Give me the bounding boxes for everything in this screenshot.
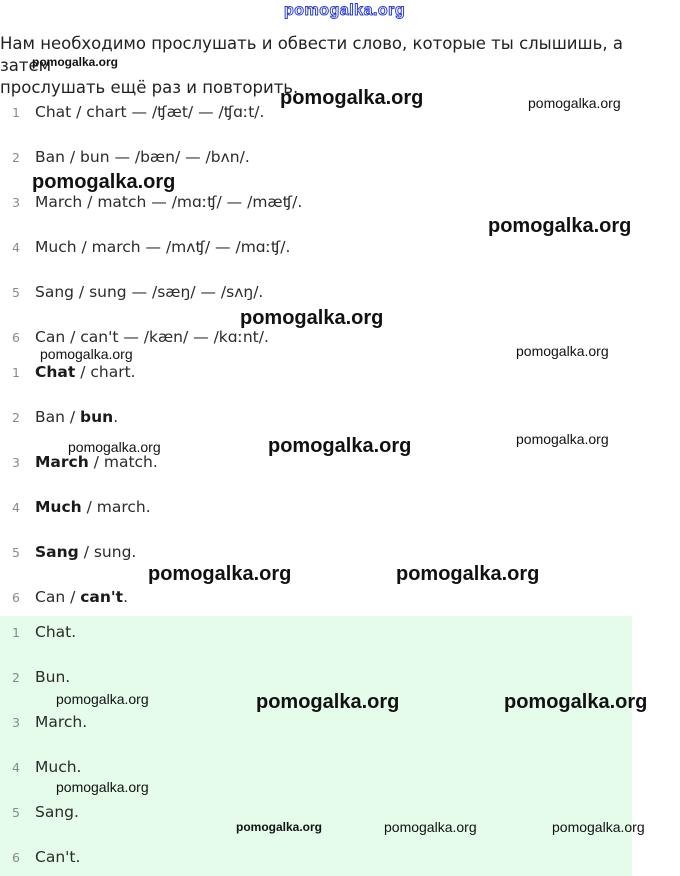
- watermark: pomogalka.org: [488, 215, 632, 237]
- list-item: [0, 668, 70, 690]
- item-post: / match.: [88, 453, 158, 471]
- watermark: pomogalka.org: [528, 95, 621, 111]
- item-number: 3: [12, 455, 20, 470]
- item-answer: can't: [80, 588, 124, 606]
- item-post: / chart.: [75, 363, 136, 381]
- watermark: pomogalka.org: [504, 691, 648, 713]
- item-number: 5: [12, 285, 20, 300]
- item-text: Much.: [35, 758, 82, 776]
- list-item: [0, 408, 118, 430]
- list-item: [0, 588, 128, 610]
- item-number: 3: [12, 195, 20, 210]
- list-item: [0, 193, 302, 215]
- list-item: [0, 148, 250, 170]
- item-text: Sang / sung — /sæŋ/ — /sʌŋ/.: [35, 283, 264, 301]
- item-number: 5: [12, 805, 20, 820]
- item-number: 2: [12, 670, 20, 685]
- item-answer: Sang: [35, 543, 79, 561]
- item-number: 1: [12, 625, 20, 640]
- item-answer: Chat: [35, 363, 76, 381]
- item-post: .: [123, 588, 129, 606]
- item-text: Chat / chart — /ʧæt/ — /ʧɑːt/.: [35, 103, 265, 121]
- watermark: pomogalka.org: [516, 343, 609, 359]
- watermark: pomogalka.org: [384, 819, 477, 835]
- item-answer: March: [35, 453, 89, 471]
- item-text: March.: [35, 713, 88, 731]
- list-item: [0, 713, 87, 735]
- list-item: [0, 103, 264, 125]
- item-text: Bun.: [35, 668, 71, 686]
- item-text: Can / can't — /kæn/ — /kɑːnt/.: [35, 328, 269, 346]
- item-number: 2: [12, 410, 20, 425]
- instructions-line-2: прослушать ещё раз и повторить.: [0, 78, 299, 97]
- item-number: 6: [12, 850, 20, 865]
- list-item: [0, 623, 76, 645]
- item-text: Ban / bun — /bæn/ — /bʌn/.: [35, 148, 250, 166]
- list-item: [0, 848, 80, 870]
- watermark: pomogalka.org: [40, 346, 133, 362]
- list-item: [0, 453, 158, 475]
- item-text: Chat.: [35, 623, 77, 641]
- watermark: pomogalka.org: [32, 171, 176, 193]
- item-number: 3: [12, 715, 20, 730]
- item-text: Sang.: [35, 803, 79, 821]
- item-pre: Ban /: [35, 408, 81, 426]
- item-number: 5: [12, 545, 20, 560]
- item-post: / march.: [81, 498, 151, 516]
- watermark: pomogalka.org: [280, 87, 424, 109]
- watermark: pomogalka.org: [552, 819, 645, 835]
- item-number: 4: [12, 240, 20, 255]
- watermark: pomogalka.org: [56, 779, 149, 795]
- watermark: pomogalka.org: [516, 431, 609, 447]
- item-pre: Can /: [35, 588, 81, 606]
- watermark: pomogalka.org: [256, 691, 400, 713]
- item-text: Much / march — /mʌʧ/ — /mɑːʧ/.: [35, 238, 291, 256]
- item-number: 4: [12, 760, 20, 775]
- list-item: [0, 803, 79, 825]
- item-number: 1: [12, 105, 20, 120]
- list-item: [0, 363, 136, 385]
- instructions-line-1: Нам необходимо прослушать и обвести слово, которые ты слышишь, а затем: [0, 34, 623, 75]
- answer-box: [0, 616, 632, 876]
- watermark: pomogalka.org: [268, 435, 412, 457]
- list-item: [0, 238, 290, 260]
- list-item: [0, 543, 136, 565]
- item-number: 1: [12, 365, 20, 380]
- item-number: 2: [12, 150, 20, 165]
- item-text: Can't.: [35, 848, 81, 866]
- watermark: pomogalka.org: [32, 55, 119, 69]
- item-answer: bun: [80, 408, 114, 426]
- watermark: pomogalka.org: [56, 691, 149, 707]
- watermark: pomogalka.org: [396, 563, 540, 585]
- item-number: 4: [12, 500, 20, 515]
- watermark: pomogalka.org: [148, 563, 292, 585]
- item-answer: Much: [35, 498, 82, 516]
- list-item: [0, 498, 151, 520]
- watermark: pomogalka.org: [240, 307, 384, 329]
- item-post: .: [113, 408, 119, 426]
- list-item: [0, 283, 263, 305]
- item-number: 6: [12, 590, 20, 605]
- watermark-header: pomogalka.org: [284, 2, 406, 19]
- item-number: 6: [12, 330, 20, 345]
- list-item: [0, 758, 81, 780]
- item-text: March / match — /mɑːʧ/ — /mæʧ/.: [35, 193, 303, 211]
- item-post: / sung.: [78, 543, 137, 561]
- watermark: pomogalka.org: [236, 820, 323, 834]
- watermark: pomogalka.org: [68, 439, 161, 455]
